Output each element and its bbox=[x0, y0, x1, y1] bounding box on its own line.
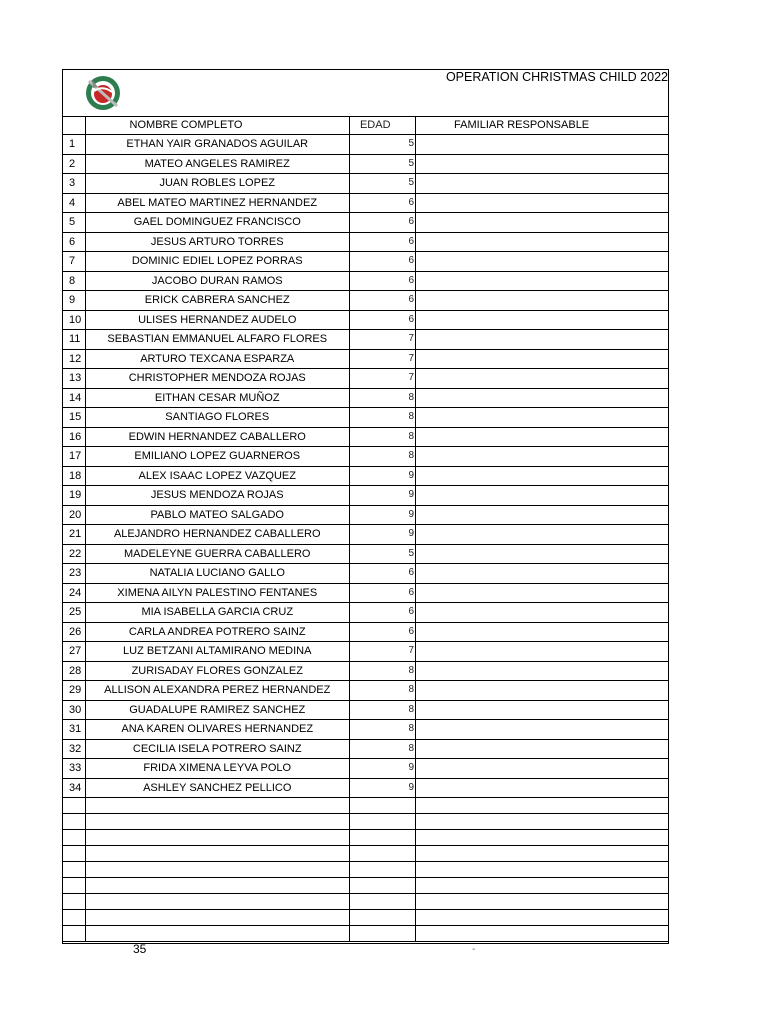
row-age: 9 bbox=[349, 778, 415, 798]
empty-cell bbox=[349, 926, 415, 942]
row-age: 6 bbox=[349, 232, 415, 252]
table-header-row bbox=[63, 116, 668, 135]
empty-cell bbox=[63, 862, 85, 878]
empty-table-row bbox=[63, 830, 668, 846]
row-full-name: JESUS ARTURO TORRES bbox=[85, 232, 349, 252]
row-relative bbox=[416, 583, 668, 603]
empty-cell bbox=[416, 910, 668, 926]
row-number: 34 bbox=[63, 778, 85, 798]
row-number: 30 bbox=[63, 700, 85, 720]
row-relative bbox=[416, 369, 668, 389]
row-number: 11 bbox=[63, 330, 85, 350]
row-age: 5 bbox=[349, 544, 415, 564]
table-body bbox=[63, 135, 668, 942]
table-row bbox=[63, 583, 668, 603]
row-full-name: CHRISTOPHER MENDOZA ROJAS bbox=[85, 369, 349, 389]
row-age: 6 bbox=[349, 193, 415, 213]
empty-cell bbox=[416, 846, 668, 862]
row-relative bbox=[416, 271, 668, 291]
empty-table-row bbox=[63, 894, 668, 910]
table-row bbox=[63, 291, 668, 311]
table-row bbox=[63, 330, 668, 350]
empty-cell bbox=[416, 862, 668, 878]
participants-table bbox=[63, 116, 668, 942]
row-age: 7 bbox=[349, 330, 415, 350]
table-row bbox=[63, 564, 668, 584]
row-age: 8 bbox=[349, 447, 415, 467]
table-row bbox=[63, 447, 668, 467]
row-relative bbox=[416, 466, 668, 486]
row-full-name: XIMENA AILYN PALESTINO FENTANES bbox=[85, 583, 349, 603]
row-full-name: EDWIN HERNANDEZ CABALLERO bbox=[85, 427, 349, 447]
table-row bbox=[63, 388, 668, 408]
row-number: 6 bbox=[63, 232, 85, 252]
empty-cell bbox=[416, 894, 668, 910]
row-number: 31 bbox=[63, 720, 85, 740]
row-full-name: ALLISON ALEXANDRA PEREZ HERNANDEZ bbox=[85, 681, 349, 701]
empty-cell bbox=[85, 894, 349, 910]
row-full-name: LUZ BETZANI ALTAMIRANO MEDINA bbox=[85, 642, 349, 662]
row-full-name: SANTIAGO FLORES bbox=[85, 408, 349, 428]
row-relative bbox=[416, 252, 668, 272]
row-full-name: DOMINIC EDIEL LOPEZ PORRAS bbox=[85, 252, 349, 272]
row-relative bbox=[416, 193, 668, 213]
empty-cell bbox=[349, 878, 415, 894]
row-full-name: ERICK CABRERA SANCHEZ bbox=[85, 291, 349, 311]
table-row bbox=[63, 174, 668, 194]
row-number: 23 bbox=[63, 564, 85, 584]
empty-cell bbox=[85, 862, 349, 878]
row-relative bbox=[416, 330, 668, 350]
row-age: 6 bbox=[349, 213, 415, 233]
row-full-name: ETHAN YAIR GRANADOS AGUILAR bbox=[85, 135, 349, 155]
table-row bbox=[63, 525, 668, 545]
empty-table-row bbox=[63, 878, 668, 894]
empty-cell bbox=[416, 926, 668, 942]
row-age: 8 bbox=[349, 739, 415, 759]
row-relative bbox=[416, 700, 668, 720]
row-number: 21 bbox=[63, 525, 85, 545]
row-full-name: NATALIA LUCIANO GALLO bbox=[85, 564, 349, 584]
empty-cell bbox=[63, 910, 85, 926]
table-row bbox=[63, 154, 668, 174]
footer-mark: - bbox=[472, 944, 476, 955]
empty-cell bbox=[85, 830, 349, 846]
row-number: 8 bbox=[63, 271, 85, 291]
row-age: 9 bbox=[349, 759, 415, 779]
row-relative bbox=[416, 349, 668, 369]
row-age: 5 bbox=[349, 154, 415, 174]
row-relative bbox=[416, 739, 668, 759]
table-row bbox=[63, 369, 668, 389]
table-row bbox=[63, 544, 668, 564]
row-relative bbox=[416, 154, 668, 174]
row-number: 19 bbox=[63, 486, 85, 506]
row-full-name: ANA KAREN OLIVARES HERNANDEZ bbox=[85, 720, 349, 740]
table-row bbox=[63, 408, 668, 428]
number-column-header bbox=[63, 116, 85, 135]
table-row bbox=[63, 193, 668, 213]
empty-cell bbox=[349, 846, 415, 862]
row-number: 15 bbox=[63, 408, 85, 428]
table-row bbox=[63, 427, 668, 447]
row-full-name: ULISES HERNANDEZ AUDELO bbox=[85, 310, 349, 330]
empty-cell bbox=[63, 830, 85, 846]
row-age: 9 bbox=[349, 505, 415, 525]
table-row bbox=[63, 700, 668, 720]
table-row bbox=[63, 622, 668, 642]
table-row bbox=[63, 739, 668, 759]
row-relative bbox=[416, 135, 668, 155]
row-relative bbox=[416, 447, 668, 467]
empty-table-row bbox=[63, 846, 668, 862]
operation-christmas-child-logo-icon bbox=[83, 73, 123, 113]
row-age: 7 bbox=[349, 642, 415, 662]
row-relative bbox=[416, 661, 668, 681]
row-age: 8 bbox=[349, 427, 415, 447]
full-name-column-header: NOMBRE COMPLETO bbox=[85, 116, 349, 135]
table-row bbox=[63, 135, 668, 155]
row-full-name: JESUS MENDOZA ROJAS bbox=[85, 486, 349, 506]
row-age: 6 bbox=[349, 310, 415, 330]
row-age: 5 bbox=[349, 135, 415, 155]
row-relative bbox=[416, 622, 668, 642]
row-number: 22 bbox=[63, 544, 85, 564]
row-number: 4 bbox=[63, 193, 85, 213]
row-relative bbox=[416, 291, 668, 311]
row-relative bbox=[416, 408, 668, 428]
empty-cell bbox=[85, 846, 349, 862]
row-relative bbox=[416, 505, 668, 525]
table-row bbox=[63, 759, 668, 779]
row-age: 7 bbox=[349, 369, 415, 389]
table-row bbox=[63, 661, 668, 681]
row-full-name: ARTURO TEXCANA ESPARZA bbox=[85, 349, 349, 369]
row-age: 8 bbox=[349, 408, 415, 428]
row-full-name: FRIDA XIMENA LEYVA POLO bbox=[85, 759, 349, 779]
table-row bbox=[63, 778, 668, 798]
row-full-name: GUADALUPE RAMIREZ SANCHEZ bbox=[85, 700, 349, 720]
empty-cell bbox=[349, 814, 415, 830]
row-full-name: ABEL MATEO MARTINEZ HERNANDEZ bbox=[85, 193, 349, 213]
row-number: 20 bbox=[63, 505, 85, 525]
table-row bbox=[63, 486, 668, 506]
empty-cell bbox=[63, 926, 85, 942]
row-age: 6 bbox=[349, 603, 415, 623]
row-age: 6 bbox=[349, 583, 415, 603]
document-title: OPERATION CHRISTMAS CHILD 2022 bbox=[445, 70, 668, 84]
row-relative bbox=[416, 778, 668, 798]
row-number: 2 bbox=[63, 154, 85, 174]
empty-cell bbox=[85, 798, 349, 814]
row-relative bbox=[416, 388, 668, 408]
row-full-name: MIA ISABELLA GARCIA CRUZ bbox=[85, 603, 349, 623]
row-relative bbox=[416, 642, 668, 662]
row-relative bbox=[416, 213, 668, 233]
row-number: 1 bbox=[63, 135, 85, 155]
row-relative bbox=[416, 564, 668, 584]
row-age: 9 bbox=[349, 525, 415, 545]
row-number: 33 bbox=[63, 759, 85, 779]
row-full-name: PABLO MATEO SALGADO bbox=[85, 505, 349, 525]
row-number: 5 bbox=[63, 213, 85, 233]
row-relative bbox=[416, 310, 668, 330]
empty-cell bbox=[349, 862, 415, 878]
empty-cell bbox=[63, 798, 85, 814]
row-age: 6 bbox=[349, 271, 415, 291]
table-row bbox=[63, 466, 668, 486]
empty-cell bbox=[63, 894, 85, 910]
row-full-name: GAEL DOMINGUEZ FRANCISCO bbox=[85, 213, 349, 233]
row-number: 18 bbox=[63, 466, 85, 486]
row-age: 6 bbox=[349, 252, 415, 272]
row-relative bbox=[416, 427, 668, 447]
row-number: 7 bbox=[63, 252, 85, 272]
table-row bbox=[63, 252, 668, 272]
row-relative bbox=[416, 544, 668, 564]
row-age: 6 bbox=[349, 564, 415, 584]
relative-column-header: FAMILIAR RESPONSABLE bbox=[416, 116, 668, 135]
empty-cell bbox=[416, 830, 668, 846]
table-row bbox=[63, 505, 668, 525]
row-age: 8 bbox=[349, 661, 415, 681]
empty-table-row bbox=[63, 910, 668, 926]
table-row bbox=[63, 271, 668, 291]
empty-cell bbox=[416, 878, 668, 894]
age-column-header: EDAD bbox=[349, 116, 415, 135]
empty-cell bbox=[349, 894, 415, 910]
row-relative bbox=[416, 486, 668, 506]
row-number: 32 bbox=[63, 739, 85, 759]
table-row bbox=[63, 349, 668, 369]
empty-table-row bbox=[63, 814, 668, 830]
row-full-name: CECILIA ISELA POTRERO SAINZ bbox=[85, 739, 349, 759]
empty-cell bbox=[416, 798, 668, 814]
row-number: 13 bbox=[63, 369, 85, 389]
empty-cell bbox=[85, 878, 349, 894]
row-age: 8 bbox=[349, 700, 415, 720]
row-age: 9 bbox=[349, 486, 415, 506]
row-number: 14 bbox=[63, 388, 85, 408]
row-full-name: MADELEYNE GUERRA CABALLERO bbox=[85, 544, 349, 564]
row-age: 6 bbox=[349, 622, 415, 642]
row-age: 8 bbox=[349, 720, 415, 740]
empty-cell bbox=[63, 814, 85, 830]
empty-table-row bbox=[63, 798, 668, 814]
empty-cell bbox=[349, 830, 415, 846]
row-number: 10 bbox=[63, 310, 85, 330]
row-relative bbox=[416, 174, 668, 194]
row-full-name: ZURISADAY FLORES GONZALEZ bbox=[85, 661, 349, 681]
empty-table-row bbox=[63, 926, 668, 942]
row-age: 7 bbox=[349, 349, 415, 369]
table-row bbox=[63, 642, 668, 662]
empty-cell bbox=[85, 814, 349, 830]
row-full-name: JUAN ROBLES LOPEZ bbox=[85, 174, 349, 194]
empty-cell bbox=[416, 814, 668, 830]
row-full-name: ASHLEY SANCHEZ PELLICO bbox=[85, 778, 349, 798]
row-full-name: CARLA ANDREA POTRERO SAINZ bbox=[85, 622, 349, 642]
row-number: 27 bbox=[63, 642, 85, 662]
row-number: 24 bbox=[63, 583, 85, 603]
row-relative bbox=[416, 681, 668, 701]
empty-cell bbox=[85, 910, 349, 926]
row-number: 28 bbox=[63, 661, 85, 681]
table-row bbox=[63, 681, 668, 701]
row-age: 6 bbox=[349, 291, 415, 311]
row-number: 9 bbox=[63, 291, 85, 311]
row-age: 8 bbox=[349, 681, 415, 701]
row-number: 17 bbox=[63, 447, 85, 467]
table-row bbox=[63, 720, 668, 740]
row-age: 9 bbox=[349, 466, 415, 486]
row-relative bbox=[416, 232, 668, 252]
row-relative bbox=[416, 603, 668, 623]
row-number: 12 bbox=[63, 349, 85, 369]
footer-count: 35 bbox=[133, 942, 147, 956]
empty-cell bbox=[63, 846, 85, 862]
document-sheet bbox=[62, 69, 669, 944]
table-row bbox=[63, 310, 668, 330]
table-row bbox=[63, 232, 668, 252]
table-row bbox=[63, 213, 668, 233]
row-full-name: ALEJANDRO HERNANDEZ CABALLERO bbox=[85, 525, 349, 545]
row-relative bbox=[416, 759, 668, 779]
row-full-name: JACOBO DURAN RAMOS bbox=[85, 271, 349, 291]
row-full-name: ALEX ISAAC LOPEZ VAZQUEZ bbox=[85, 466, 349, 486]
row-number: 26 bbox=[63, 622, 85, 642]
empty-cell bbox=[349, 798, 415, 814]
empty-cell bbox=[63, 878, 85, 894]
row-number: 3 bbox=[63, 174, 85, 194]
row-number: 25 bbox=[63, 603, 85, 623]
row-full-name: EITHAN CESAR MUÑOZ bbox=[85, 388, 349, 408]
header-area bbox=[63, 70, 668, 117]
empty-table-row bbox=[63, 862, 668, 878]
row-full-name: MATEO ANGELES RAMIREZ bbox=[85, 154, 349, 174]
row-relative bbox=[416, 720, 668, 740]
row-number: 16 bbox=[63, 427, 85, 447]
row-relative bbox=[416, 525, 668, 545]
table-row bbox=[63, 603, 668, 623]
row-age: 5 bbox=[349, 174, 415, 194]
row-full-name: SEBASTIAN EMMANUEL ALFARO FLORES bbox=[85, 330, 349, 350]
row-number: 29 bbox=[63, 681, 85, 701]
row-age: 8 bbox=[349, 388, 415, 408]
empty-cell bbox=[349, 910, 415, 926]
row-full-name: EMILIANO LOPEZ GUARNEROS bbox=[85, 447, 349, 467]
empty-cell bbox=[85, 926, 349, 942]
